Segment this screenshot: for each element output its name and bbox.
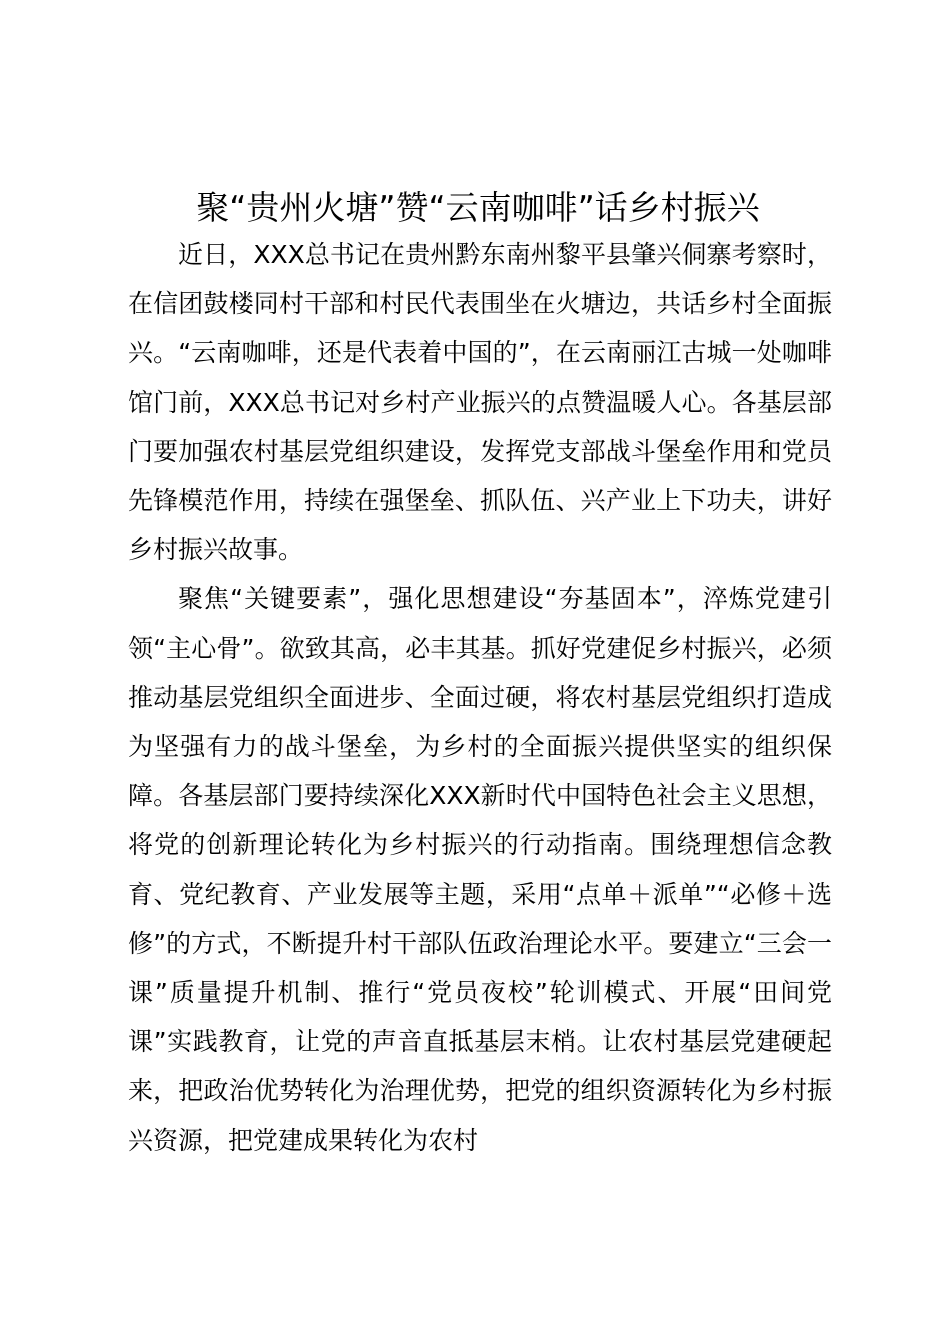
paragraph-2: 聚焦“关键要素”，强化思想建设“夯基固本”，淬炼党建引领“主心骨”。欲致其高，必丰其基。抓好党建促乡村振兴，必须推动基层党组织全面进步、全面过硬，将农村基层党组织打造成为坚强有力的战斗堡垒，为乡村的全面振兴提供坚实的组织保障。各基层部门要持续深化XXX新时代中国特色社会主义思想，将党的创新理论转化为乡村振兴的行动指南。围绕理想信念教育、党纪教育、产业发展等主题，采用“点单＋派单”“必修＋选修”的方式，不断提升村干部队伍政治理论水平。要建立“三会一课”质量提升机制、推行“党员夜校”轮训模式、开展“田间党课”实践教育，让党的声音直抵基层末梢。让农村基层党建硬起来，把政治优势转化为治理优势，把党的组织资源转化为乡村振兴资源，把党建成果转化为农村 xyxy=(128,584,832,1155)
paragraph-1: 近日，XXX总书记在贵州黔东南州黎平县肇兴侗寨考察时，在信团鼓楼同村干部和村民代表围坐在火塘边，共话乡村全面振兴。“云南咖啡，还是代表着中国的”，在云南丽江古城一处咖啡馆门前，XXX总书记对乡村产业振兴的点赞温暖人心。各基层部门要加强农村基层党组织建设，发挥党支部战斗堡垒作用和党员先锋模范作用，持续在强堡垒、抓队伍、兴产业上下功夫，讲好乡村振兴故事。 xyxy=(128,240,832,565)
document-body xyxy=(128,230,832,1165)
document-title: 聚“贵州火塘”赞“云南咖啡”话乡村振兴 xyxy=(196,188,760,227)
